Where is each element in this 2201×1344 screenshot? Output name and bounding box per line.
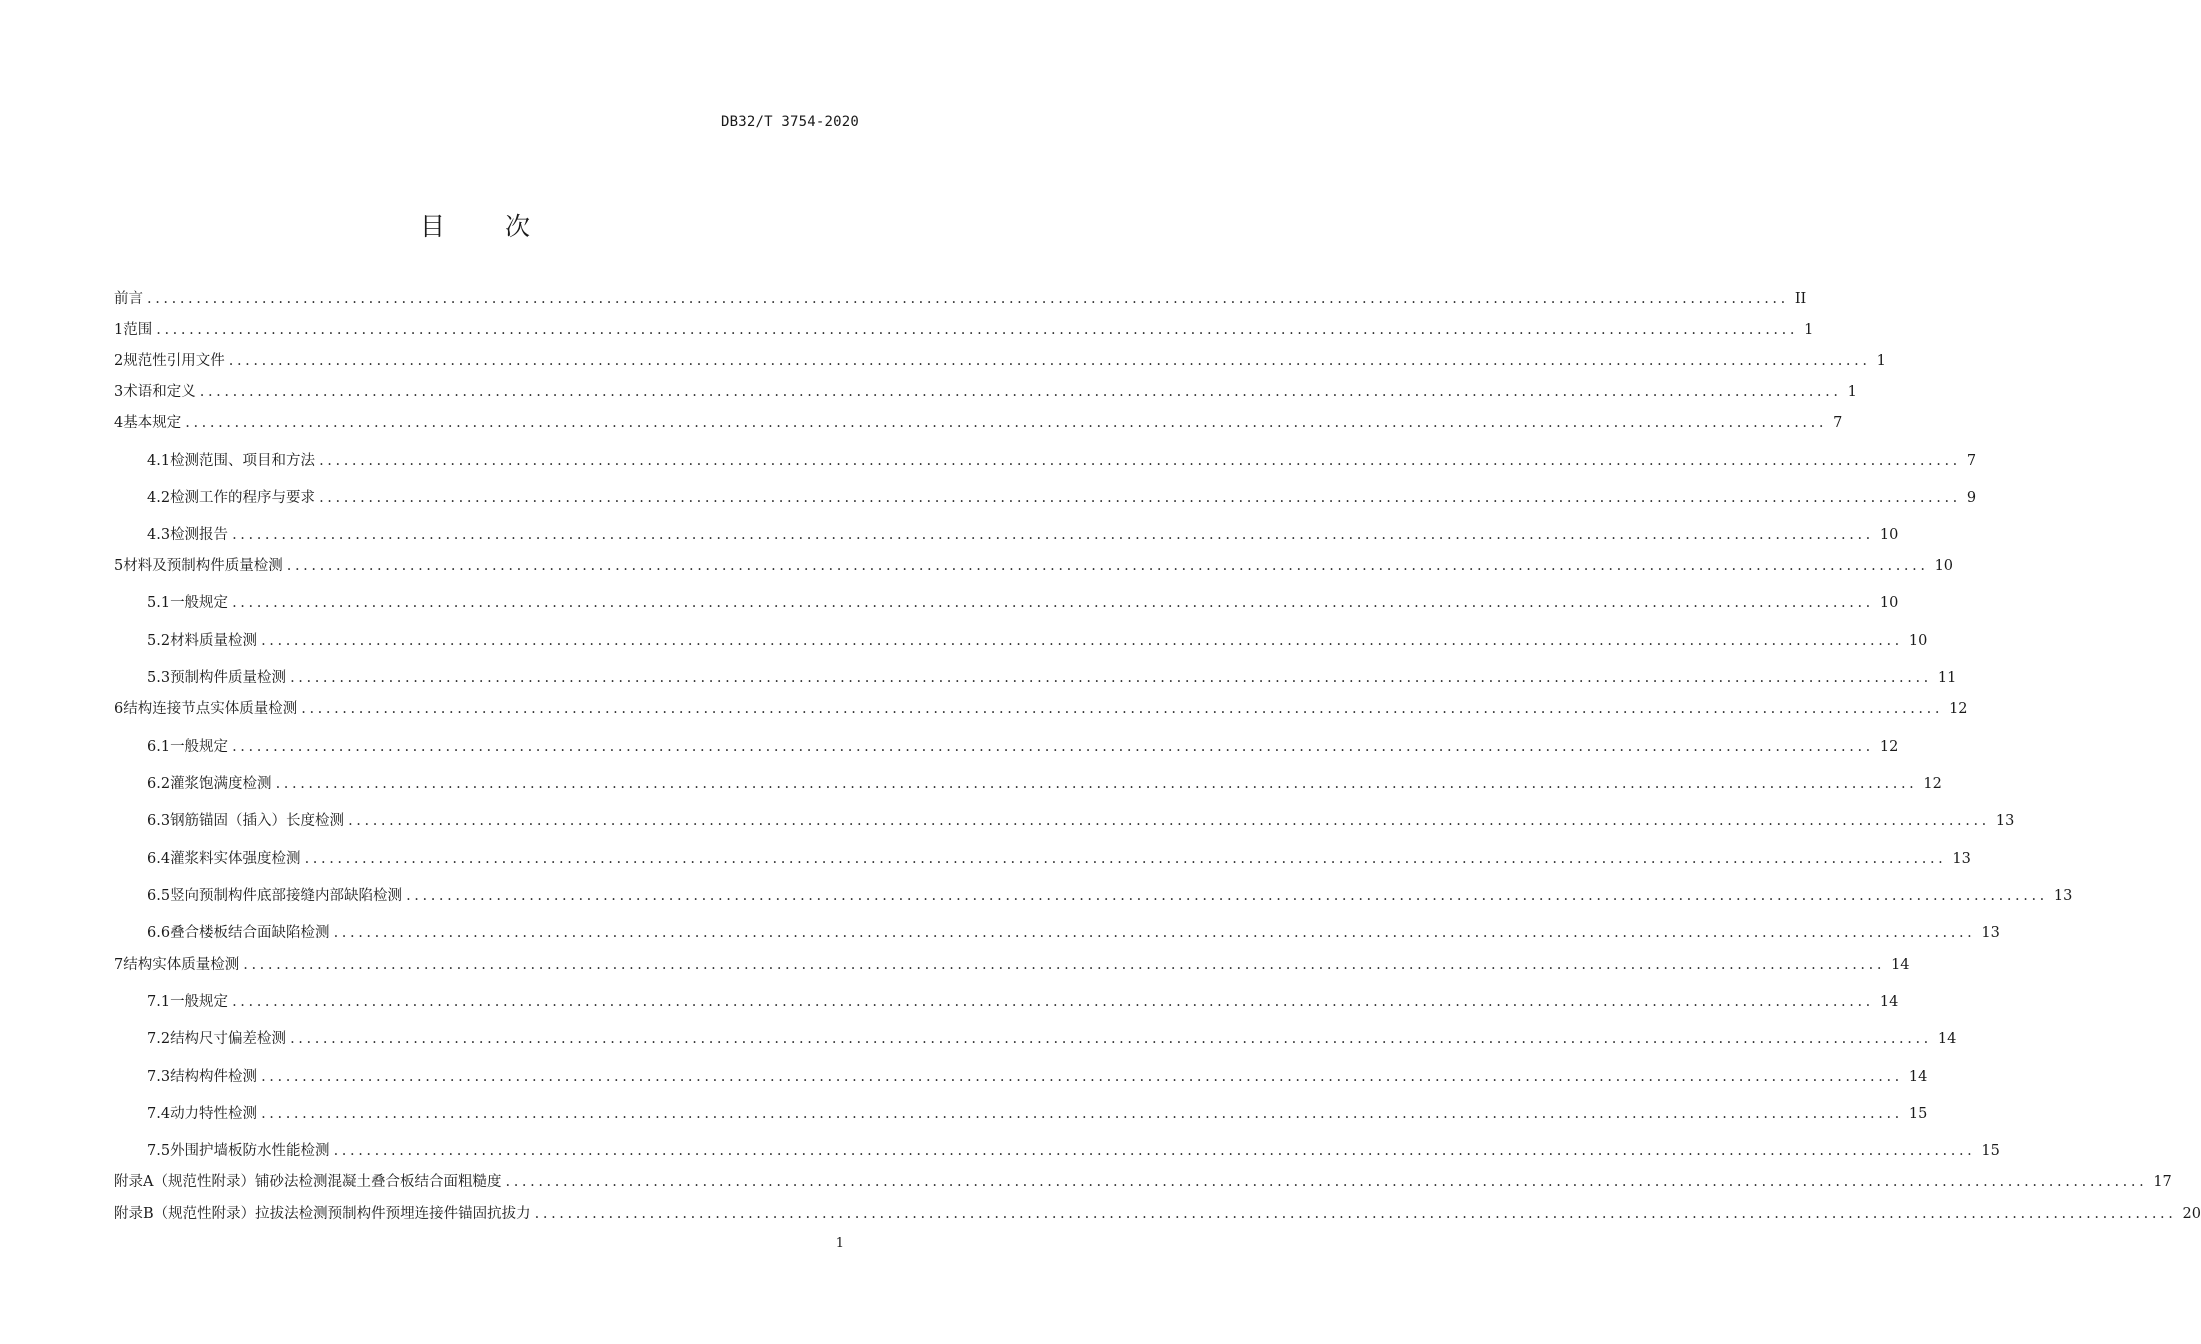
toc-entry-page: 11 (1937, 670, 1957, 686)
toc-entry-leader: ........................................................................................................................................................................................................ (232, 739, 1874, 755)
toc-entry[interactable] (114, 350, 1886, 372)
toc-entry-number: 7.3 (147, 1069, 171, 1085)
toc-entry-number: 7 (114, 957, 124, 973)
toc-entry-leader: ........................................................................................................................................................................................................ (505, 1174, 2148, 1190)
toc-entry[interactable] (147, 592, 1899, 614)
toc-entry[interactable] (147, 450, 1977, 472)
toc-entry-leader: ........................................................................................................................................................................................................ (261, 1069, 1903, 1085)
toc-entry-number: 7.2 (147, 1031, 171, 1047)
toc-entry-number: 6.4 (147, 851, 171, 867)
toc-entry[interactable] (114, 288, 1807, 310)
toc-entry-page: 10 (1908, 633, 1928, 649)
toc-entry-page: 7 (1966, 453, 1977, 469)
toc-entry-leader: ........................................................................................................................................................................................................ (301, 701, 1944, 717)
toc-entry-leader: ........................................................................................................................................................................................................ (348, 813, 1990, 829)
toc-entry-leader: ........................................................................................................................................................................................................ (232, 595, 1874, 611)
toc-entry-leader: ........................................................................................................................................................................................................ (333, 925, 1976, 941)
toc-entry[interactable] (114, 1171, 2172, 1193)
toc-entry[interactable] (147, 487, 1977, 509)
toc-entry-number: 5 (114, 558, 124, 574)
toc-entry-page: 10 (1879, 595, 1899, 611)
toc-entry-page: 13 (1952, 851, 1971, 867)
toc-entry-label: 铺砂法检测混凝土叠合板结合面粗糙度 (254, 1174, 502, 1190)
toc-entry-number: 5.3 (147, 670, 171, 686)
toc-entry-label: 材料质量检测 (170, 633, 258, 649)
toc-entry-leader: ........................................................................................................................................................................................................ (185, 415, 1828, 431)
toc-entry-page: 7 (1833, 415, 1843, 431)
toc-entry-leader: ........................................................................................................................................................................................................ (199, 384, 1842, 400)
toc-entry-page: 1 (1847, 384, 1857, 400)
toc-entry-leader: ........................................................................................................................................................................................................ (534, 1206, 2177, 1222)
toc-entry-number: 2 (114, 353, 124, 369)
toc-entry-number: 附录B（规范性附录） (114, 1206, 256, 1222)
toc-entry-page: 1 (1876, 353, 1886, 369)
toc-entry-label: 外围护墙板防水性能检测 (170, 1143, 330, 1159)
toc-entry-label: 检测范围、项目和方法 (170, 453, 316, 469)
toc-entry-label: 检测报告 (170, 527, 229, 543)
toc-entry-leader: ........................................................................................................................................................................................................ (290, 1031, 1932, 1047)
toc-entry[interactable] (147, 667, 1957, 689)
toc-entry-label: 灌浆饱满度检测 (170, 776, 272, 792)
toc-entry-label: 结构实体质量检测 (123, 957, 240, 973)
toc-entry-leader: ........................................................................................................................................................................................................ (147, 291, 1789, 307)
toc-entry-page: 10 (1879, 527, 1899, 543)
toc-entry-leader: ........................................................................................................................................................................................................ (243, 957, 1886, 973)
toc-entry-number: 6.1 (147, 739, 171, 755)
toc-entry-leader: ........................................................................................................................................................................................................ (275, 776, 1918, 792)
toc-entry-page: 15 (1981, 1143, 2000, 1159)
toc-entry-number: 6 (114, 701, 124, 717)
toc-entry-leader: ........................................................................................................................................................................................................ (232, 994, 1874, 1010)
toc-entry[interactable] (147, 1140, 2000, 1162)
toc-entry-leader: ........................................................................................................................................................................................................ (333, 1143, 1976, 1159)
toc-entry-number: 1 (114, 322, 124, 338)
toc-entry-label: 基本规定 (123, 415, 182, 431)
toc-entry-label: 预制构件质量检测 (170, 670, 287, 686)
toc-entry-label: 检测工作的程序与要求 (170, 490, 316, 506)
toc-entry-page: 13 (1981, 925, 2000, 941)
toc-entry-page: 17 (2153, 1174, 2172, 1190)
toc-entry[interactable] (147, 1028, 1957, 1050)
toc-entry[interactable] (114, 954, 1910, 976)
toc-entry[interactable] (114, 319, 1814, 341)
toc-entry-page: 12 (1879, 739, 1899, 755)
toc-entry-number: 6.5 (147, 888, 171, 904)
toc-entry[interactable] (114, 1203, 2201, 1225)
toc-entry-label: 动力特性检测 (170, 1106, 258, 1122)
toc-entry-label: 一般规定 (170, 994, 229, 1010)
page-title: 目 次 (420, 212, 556, 241)
toc-entry-label: 钢筋锚固（插入）长度检测 (170, 813, 345, 829)
toc-entry-label: 结构连接节点实体质量检测 (123, 701, 298, 717)
toc-entry[interactable] (147, 1066, 1928, 1088)
toc-entry-number: 7.4 (147, 1106, 171, 1122)
toc-entry-leader: ........................................................................................................................................................................................................ (261, 1106, 1903, 1122)
toc-entry-label: 范围 (123, 322, 153, 338)
toc-entry-label: 一般规定 (170, 739, 229, 755)
toc-entry-number: 7.1 (147, 994, 171, 1010)
toc-entry-page: 14 (1937, 1031, 1957, 1047)
toc-entry-page: 1 (1804, 322, 1814, 338)
toc-entry-label: 结构构件检测 (170, 1069, 258, 1085)
toc-entry-number: 3 (114, 384, 124, 400)
toc-entry-page: 13 (1995, 813, 2015, 829)
toc-entry[interactable] (114, 412, 1843, 434)
toc-entry-number: 4.2 (147, 490, 171, 506)
toc-entry-number: 4.1 (147, 453, 171, 469)
toc-entry-leader: ........................................................................................................................................................................................................ (156, 322, 1799, 338)
toc-entry-page: 9 (1966, 490, 1977, 506)
toc-entry-number: 6.6 (147, 925, 171, 941)
toc-entry-number: 4 (114, 415, 124, 431)
toc-entry-leader: ........................................................................................................................................................................................................ (290, 670, 1932, 686)
toc-entry-leader: ........................................................................................................................................................................................................ (319, 453, 1961, 469)
toc-entry-leader: ........................................................................................................................................................................................................ (319, 490, 1961, 506)
toc-entry[interactable] (114, 698, 1968, 720)
toc-entry[interactable] (147, 885, 2073, 907)
toc-entry-label: 灌浆料实体强度检测 (170, 851, 301, 867)
toc-entry[interactable] (147, 524, 1899, 546)
toc-entry-label: 材料及预制构件质量检测 (123, 558, 283, 574)
toc-entry-label: 前言 (114, 291, 143, 307)
toc-entry-page: 14 (1891, 957, 1910, 973)
toc-entry-number: 6.3 (147, 813, 171, 829)
toc-entry-number: 5.2 (147, 633, 171, 649)
toc-entry-number: 5.1 (147, 595, 171, 611)
toc-entry[interactable] (147, 1103, 1928, 1125)
toc-entry-page: 15 (1908, 1106, 1928, 1122)
toc-entry-page: 14 (1879, 994, 1899, 1010)
toc-entry-label: 规范性引用文件 (123, 353, 225, 369)
toc-entry-label: 竖向预制构件底部接缝内部缺陷检测 (170, 888, 403, 904)
toc-entry[interactable] (147, 810, 2015, 832)
toc-entry-number: 4.3 (147, 527, 171, 543)
toc-entry[interactable] (147, 848, 1971, 870)
toc-entry-leader: ........................................................................................................................................................................................................ (406, 888, 2048, 904)
toc-entry-leader: ........................................................................................................................................................................................................ (232, 527, 1874, 543)
toc-entry-label: 拉拔法检测预制构件预埋连接件锚固抗拔力 (255, 1206, 531, 1222)
toc-entry-number: 7.5 (147, 1143, 171, 1159)
toc-entry-leader: ........................................................................................................................................................................................................ (286, 558, 1929, 574)
toc-entry-leader: ........................................................................................................................................................................................................ (261, 633, 1903, 649)
toc-entry[interactable] (147, 773, 1942, 795)
toc-entry-page: 14 (1908, 1069, 1928, 1085)
toc-entry-page: 13 (2053, 888, 2073, 904)
toc-entry-page: 20 (2182, 1206, 2201, 1222)
toc-entry-label: 结构尺寸偏差检测 (170, 1031, 287, 1047)
doc-code: DB32/T 3754-2020 (720, 114, 859, 130)
toc-entry-number: 附录A（规范性附录） (114, 1174, 255, 1190)
page-number: 1 (835, 1236, 844, 1251)
toc-entry[interactable] (147, 736, 1899, 758)
toc-entry[interactable] (114, 555, 1954, 577)
toc-entry-leader: ........................................................................................................................................................................................................ (228, 353, 1871, 369)
toc-entry-page: II (1794, 291, 1807, 307)
toc-entry-number: 6.2 (147, 776, 171, 792)
toc-entry-leader: ........................................................................................................................................................................................................ (304, 851, 1947, 867)
toc-entry-page: 10 (1934, 558, 1954, 574)
toc-entry-page: 12 (1923, 776, 1942, 792)
toc-entry-page: 12 (1949, 701, 1968, 717)
toc-entry[interactable] (147, 630, 1928, 652)
toc-entry[interactable] (114, 381, 1857, 403)
toc-entry[interactable] (147, 991, 1899, 1013)
toc-entry-label: 术语和定义 (123, 384, 196, 400)
toc-entry-label: 一般规定 (170, 595, 229, 611)
toc-entry-label: 叠合楼板结合面缺陷检测 (170, 925, 330, 941)
toc-entry[interactable] (147, 922, 2000, 944)
